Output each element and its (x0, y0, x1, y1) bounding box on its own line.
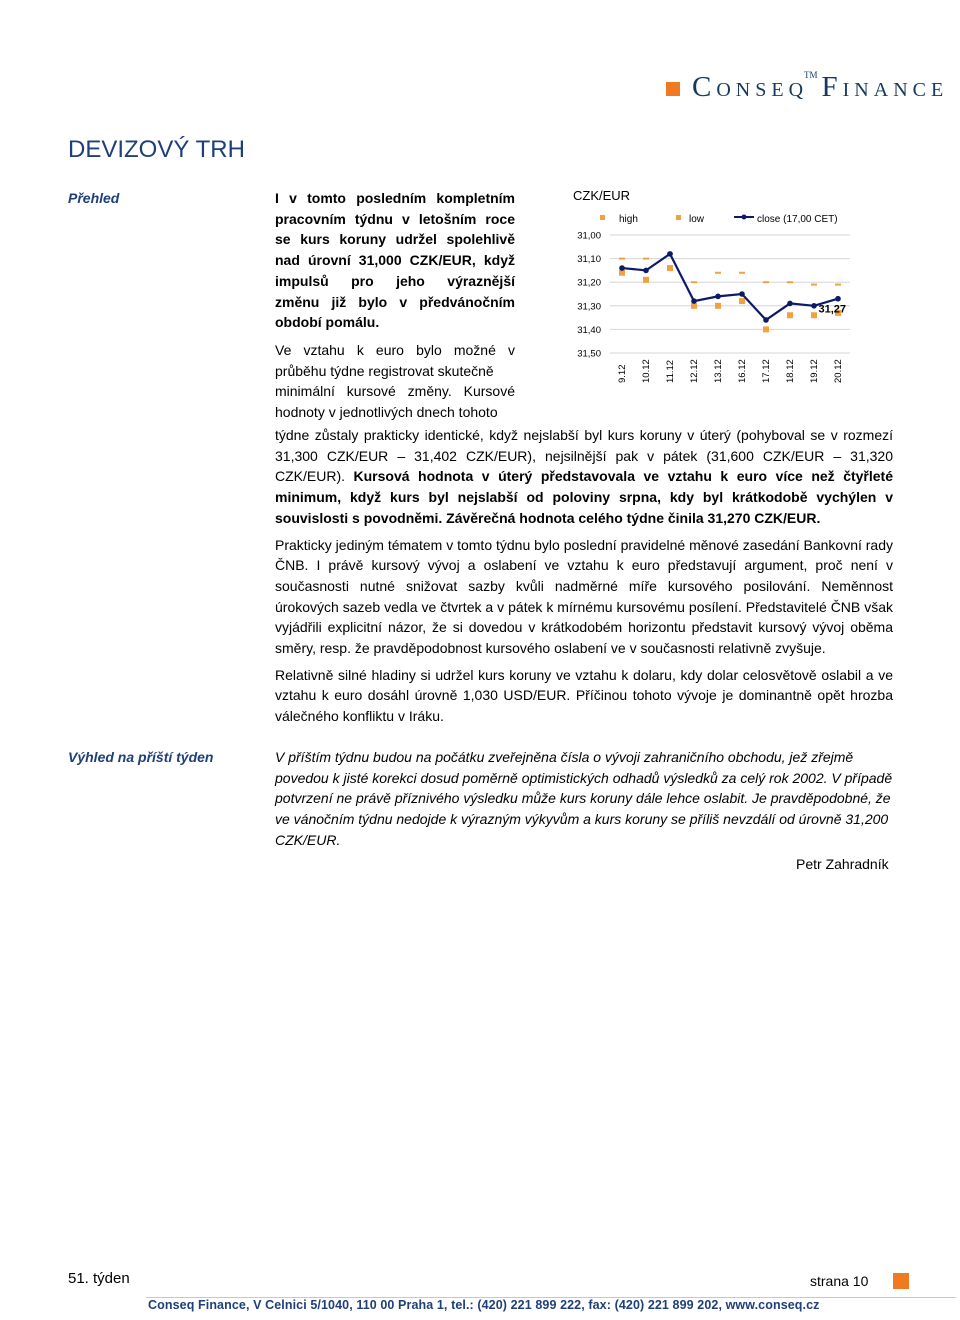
section-label-overview: Přehled (68, 190, 120, 206)
close-point (811, 303, 817, 309)
chart-annotation: 31,27 (818, 303, 846, 316)
paragraph-2: Prakticky jediným tématem v tomto týdnu bylo poslední pravidelné měnové zasedání Bankovní rady ČNB. I právě kursový vývoj a oslabení ve vztahu k euro představují argument, proč není v současnosti nutné snižovat sazby kvůli nadměrné míře kursového posilování. Neměnnost úrokových sazeb vedla ve čtvrtek a v pátek k mírnému kursovému posílení. Představitelé ČNB však vyjádřili explicitní názor, že si dovedou v krátkodobém horizontu představit kursový vývoj oběma směry, resp. že pravděpodobnost kursového oslabení ve v současnosti relativně zvyšuje. (275, 536, 893, 657)
czk-eur-chart (560, 205, 860, 395)
low-marker (643, 277, 649, 283)
low-marker (763, 326, 769, 332)
x-tick-label: 17.12 (761, 359, 772, 383)
chart-y-ticks (577, 231, 601, 360)
body-text (275, 425, 893, 727)
intro-line: se kurs koruny udržel spolehlivě (275, 231, 515, 248)
close-point (643, 268, 649, 274)
intro-line: nad úrovní 31,000 CZK/EUR, když (275, 252, 515, 269)
logo-square-icon (666, 82, 680, 96)
footer-address: Conseq Finance, V Celnici 5/1040, 110 00 Praha 1, tel.: (420) 221 899 222, fax: (420) 221 899 202, www.conseq.cz (148, 1298, 820, 1312)
logo-text: Conseq™ Finance (692, 70, 949, 103)
chart-x-ticks (617, 359, 844, 383)
close-point (787, 301, 793, 307)
close-point (619, 265, 625, 271)
intro-line: období pomálu. (275, 314, 380, 331)
x-tick-label: 12.12 (689, 359, 700, 383)
intro-line: Ve vztahu k euro bylo možné v (275, 341, 515, 358)
logo-tm: TM (804, 70, 818, 80)
intro-text (275, 188, 515, 423)
close-point (763, 317, 769, 323)
low-marker (667, 265, 673, 271)
signature: Petr Zahradník (796, 856, 889, 872)
paragraph-1-normal: týdne zůstaly prakticky identické, když nejslabší byl kurs koruny v úterý (pohyboval se v rozmezí 31,300 CZK/EUR – 31,402 CZK/EUR), nejsilnější pak v pátek (31,600 CZK/EUR – 31,320 CZK/EUR). (275, 427, 893, 485)
legend-high-marker (600, 215, 605, 220)
x-tick-label: 13.12 (713, 359, 724, 383)
intro-line: pracovním týdnu v letošním roce (275, 210, 515, 227)
low-marker (811, 312, 817, 318)
legend-close-marker (742, 215, 747, 220)
y-tick-label: 31,50 (577, 348, 601, 360)
chart-low-markers (619, 265, 841, 332)
low-marker (787, 312, 793, 318)
low-marker (739, 298, 745, 304)
intro-line: průběhu týdne registrovat skutečně (275, 362, 494, 379)
paragraph-3: Relativně silné hladiny si udržel kurs koruny ve vztahu k dolaru, kdy dolar celosvětově oslabil a ve vztahu k euro dosáhl úrovně 1,030 USD/EUR. Příčinou tohoto vývoje je dominantně opět hrozba válečného konfliktu v Iráku. (275, 666, 893, 725)
y-tick-label: 31,30 (577, 301, 601, 313)
conseq-logo (666, 58, 948, 104)
x-tick-label: 16.12 (737, 359, 748, 383)
x-tick-label: 11.12 (665, 359, 676, 383)
chart-legend (600, 214, 838, 225)
x-tick-label: 18.12 (785, 359, 796, 383)
footer-square-icon (893, 1273, 909, 1289)
legend-high-label: high (619, 214, 638, 225)
footer-week: 51. týden (68, 1270, 130, 1287)
outlook-text: V příštím týdnu budou na počátku zveřejněna čísla o vývoji zahraničního obchodu, jež zřejmě povedou k jisté korekci dosud poměrně optimistických odhadů výsledků za celý rok 2002. V případě potvrzení ne právě příznivého výsledku může kurs koruny dále lehce oslabit. Je pravděpodobné, že ve vánočním týdnu nedojde k výrazným výkyvům a kurs koruny se příliš nevzdálí od úrovně 31,200 CZK/EUR. (275, 749, 893, 848)
chart-gridlines (610, 235, 850, 353)
x-tick-label: 20.12 (833, 359, 844, 383)
close-point (667, 251, 673, 257)
intro-line: impulsů pro jeho výraznější (275, 272, 515, 289)
x-tick-label: 9.12 (617, 364, 628, 383)
legend-low-marker (676, 215, 681, 220)
chart-close-series (619, 251, 841, 323)
close-point (715, 294, 721, 300)
close-point (691, 298, 697, 304)
page-title: DEVIZOVÝ TRH (68, 136, 245, 163)
y-tick-label: 31,20 (577, 277, 601, 289)
y-tick-label: 31,00 (577, 230, 601, 242)
x-tick-label: 19.12 (809, 359, 820, 383)
chart-title: CZK/EUR (573, 188, 631, 203)
legend-close-label: close (17,00 CET) (757, 214, 838, 225)
footer-page-number: strana 10 (810, 1273, 869, 1289)
low-marker (715, 303, 721, 309)
intro-line: hodnoty v jednotlivých dnech tohoto (275, 404, 498, 421)
y-tick-label: 31,40 (577, 324, 601, 336)
x-tick-label: 10.12 (641, 359, 652, 383)
close-point (739, 291, 745, 297)
close-line (622, 254, 838, 320)
intro-line: minimální kursové změny. Kursové (275, 383, 515, 400)
paragraph-1 (275, 425, 893, 529)
y-tick-label: 31,10 (577, 254, 601, 266)
intro-line: I v tomto posledním kompletním (275, 190, 515, 206)
legend-low-label: low (689, 214, 705, 225)
intro-line: změnu již bylo v předvánočním (275, 293, 515, 310)
section-label-outlook: Výhled na příští týden (68, 749, 214, 765)
paragraph-1-bold: Kursová hodnota v úterý představovala ve vztahu k euro více než čtyřleté minimum, když kurs byl nejslabší od poloviny srpna, kdy byl krátkodobě vychýlen v souvislosti s povodněmi. Závěrečná hodnota celého týdne činila 31,270 CZK/EUR. (275, 468, 893, 526)
close-point (835, 296, 841, 302)
